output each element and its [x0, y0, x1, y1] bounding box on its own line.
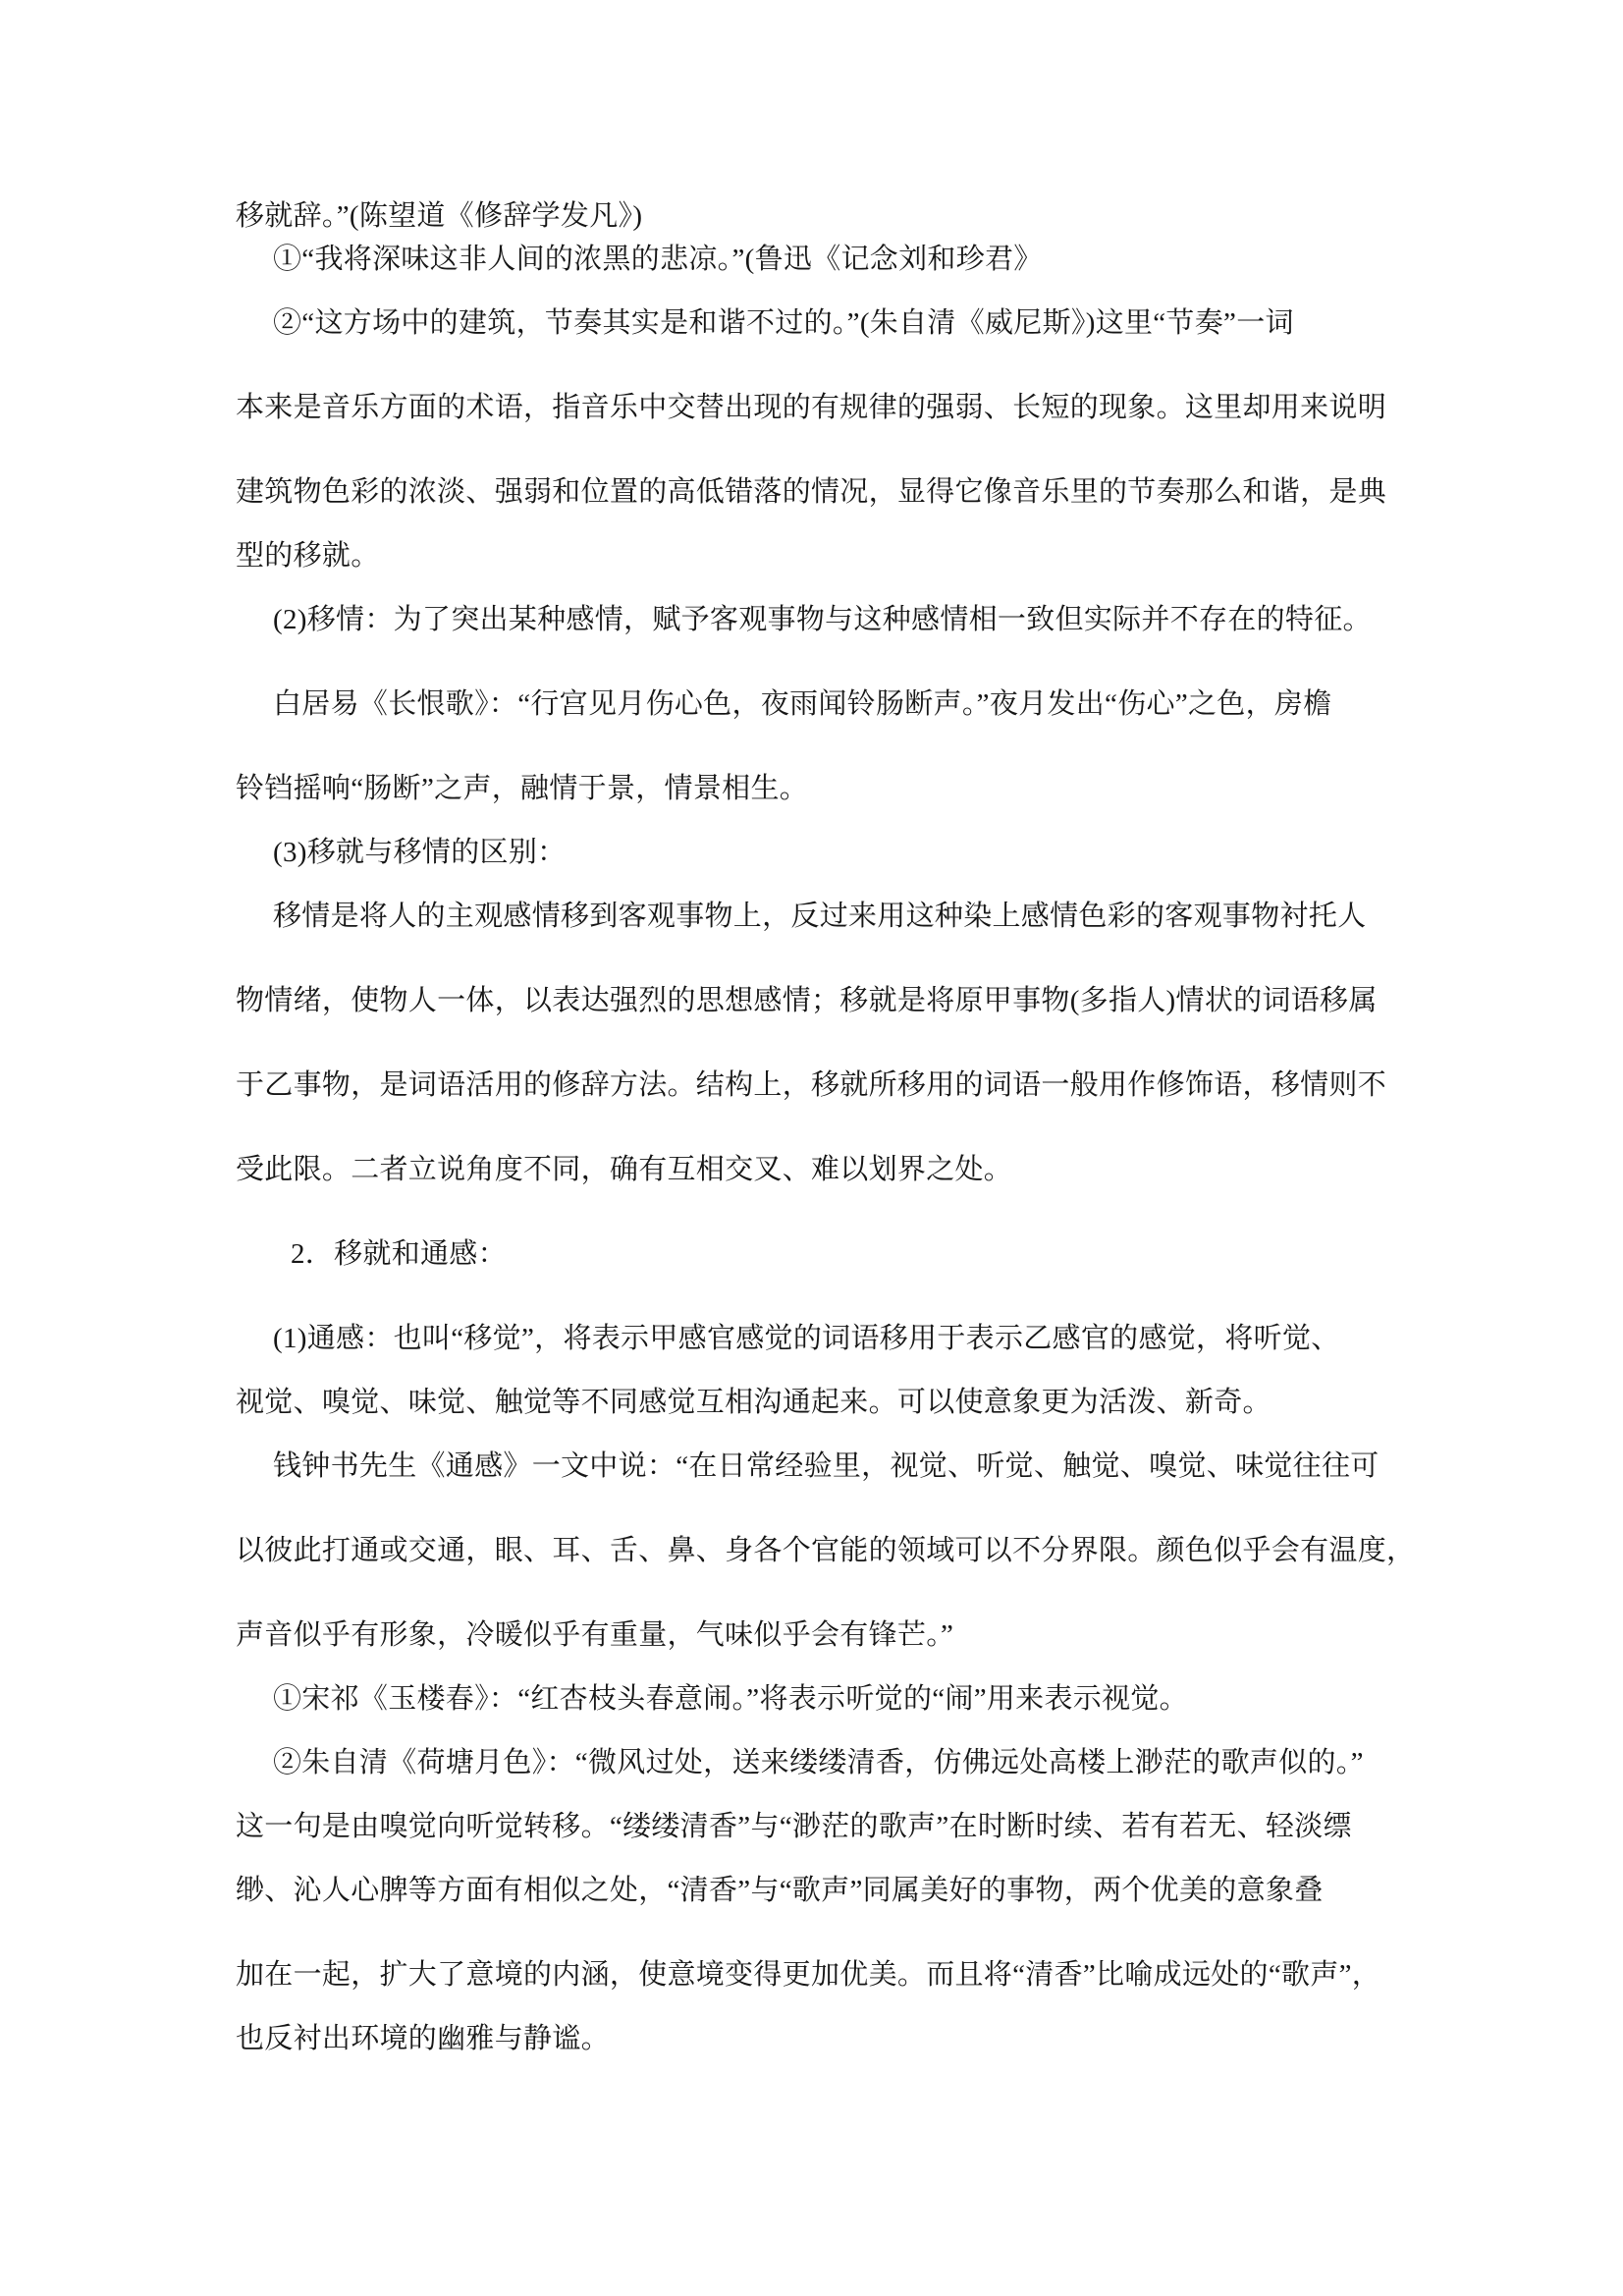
text-line: 白居易《长恨歌》：“行宫见月伤心色，夜雨闻铃肠断声。”夜月发出“伤心”之色，房檐: [273, 688, 1332, 720]
text-line: 缈、沁人心脾等方面有相似之处，“清香”与“歌声”同属美好的事物，两个优美的意象叠: [236, 1875, 1324, 1906]
text-line: 铃铛摇响“肠断”之声，融情于景，情景相生。: [236, 773, 809, 804]
text-line: 建筑物色彩的浓淡、强弱和位置的高低错落的情况，显得它像音乐里的节奏那么和谐，是典: [236, 476, 1387, 508]
text-line: 视觉、嗅觉、味觉、触觉等不同感觉互相沟通起来。可以使意象更为活泼、新奇。: [236, 1387, 1271, 1418]
text-line: ②朱自清《荷塘月色》：“微风过处，送来缕缕清香，仿佛远处高楼上渺茫的歌声似的。”: [273, 1747, 1364, 1778]
text-line: 2．移就和通感：: [291, 1238, 507, 1270]
text-line: 本来是音乐方面的术语，指音乐中交替出现的有规律的强弱、长短的现象。这里却用来说明: [236, 392, 1387, 423]
text-line: 以彼此打通或交通，眼、耳、舌、鼻、身各个官能的领域可以不分界限。颜色似乎会有温度，: [236, 1535, 1416, 1566]
text-line: 这一句是由嗅觉向听觉转移。“缕缕清香”与“渺茫的歌声”在时断时续、若有若无、轻淡缥: [236, 1811, 1352, 1842]
text-line: ②“这方场中的建筑，节奏其实是和谐不过的。”(朱自清《威尼斯》)这里“节奏”一词: [273, 307, 1294, 339]
text-line: ①宋祁《玉楼春》：“红杏枝头春意闹。”将表示听觉的“闹”用来表示视觉。: [273, 1683, 1188, 1715]
text-line: 也反衬出环境的幽雅与静谧。: [236, 2023, 610, 2054]
text-line: 型的移就。: [236, 540, 380, 572]
text-line: ①“我将深味这非人间的浓黑的悲凉。”(鲁迅《记念刘和珍君》: [273, 244, 1043, 275]
text-line: (1)通感：也叫“移觉”，将表示甲感官感觉的词语移用于表示乙感官的感觉，将听觉、: [273, 1323, 1340, 1354]
text-line: 受此限。二者立说角度不同，确有互相交叉、难以划界之处。: [236, 1154, 1013, 1185]
text-line: 于乙事物，是词语活用的修辞方法。结构上，移就所移用的词语一般用作修饰语，移情则不: [236, 1069, 1387, 1101]
text-line: 加在一起，扩大了意境的内涵，使意境变得更加优美。而且将“清香”比喻成远处的“歌声”，: [236, 1959, 1381, 1991]
text-line: 移情是将人的主观感情移到客观事物上，反过来用这种染上感情色彩的客观事物衬托人: [273, 901, 1367, 932]
text-line: 声音似乎有形象，冷暖似乎有重量，气味似乎会有锋芒。”: [236, 1619, 954, 1651]
text-line: 移就辞。”(陈望道《修辞学发凡》): [236, 200, 643, 232]
text-line: (2)移情：为了突出某种感情，赋予客观事物与这种感情相一致但实际并不存在的特征。: [273, 604, 1372, 635]
text-line: 物情绪，使物人一体，以表达强烈的思想感情；移就是将原甲事物(多指人)情状的词语移属: [236, 985, 1378, 1016]
text-line: 钱钟书先生《通感》一文中说：“在日常经验里，视觉、听觉、触觉、嗅觉、味觉往往可: [273, 1450, 1380, 1482]
text-line: (3)移就与移情的区别：: [273, 837, 567, 868]
